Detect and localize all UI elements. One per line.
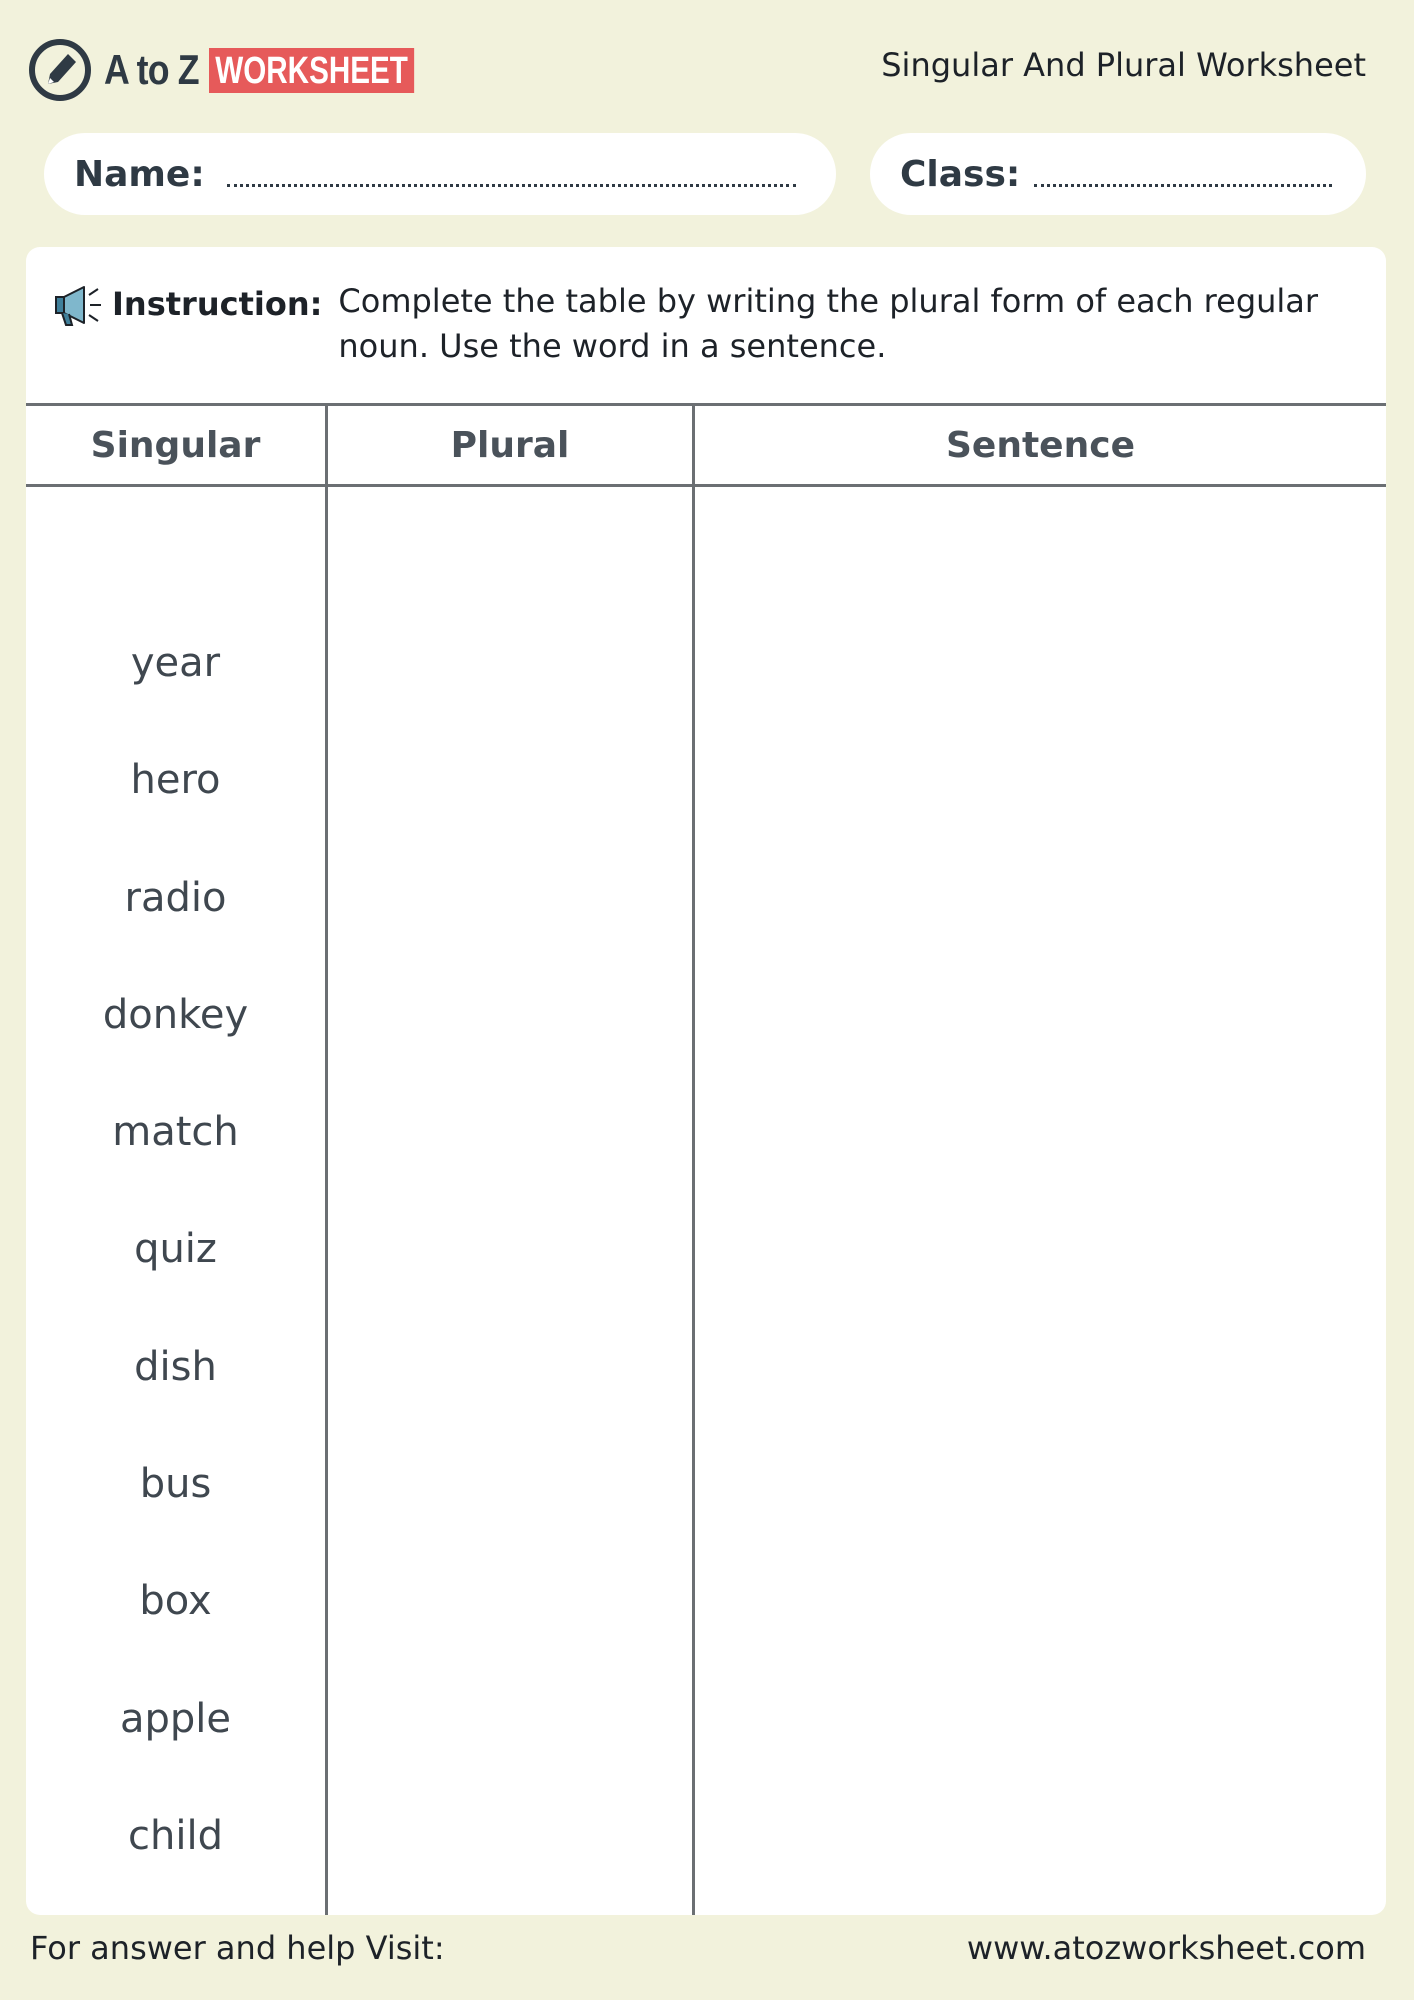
singular-word: [26, 1895, 327, 1915]
footer-website-link[interactable]: www.atozworksheet.com: [966, 1929, 1366, 1967]
sentence-answer-cell[interactable]: [694, 1191, 1387, 1308]
pencil-logo-icon: [28, 38, 92, 102]
table-row: [26, 1660, 1386, 1777]
sentence-answer-cell[interactable]: [694, 604, 1387, 721]
singular-word: dish: [134, 1343, 217, 1390]
instruction-block: [54, 283, 1364, 369]
singular-word: quiz: [134, 1226, 217, 1273]
instruction-label: Instruction:: [112, 285, 323, 323]
singular-word: match: [112, 1109, 239, 1156]
table-row: [26, 1425, 1386, 1542]
header-sentence: Sentence: [694, 405, 1387, 486]
singular-plural-table: [26, 403, 1386, 1915]
class-label: Class:: [900, 153, 1021, 195]
logo-text: A to Z: [104, 46, 199, 93]
sentence-answer-cell[interactable]: [694, 1543, 1387, 1660]
logo-badge: WORKSHEET: [209, 48, 414, 93]
singular-word: donkey: [102, 991, 249, 1038]
plural-answer-cell[interactable]: [327, 1543, 694, 1660]
plural-answer-cell[interactable]: [327, 1073, 694, 1190]
singular-word: bus: [139, 1461, 212, 1508]
name-label: Name:: [74, 153, 205, 195]
plural-answer-cell[interactable]: [327, 1191, 694, 1308]
table-header-row: [26, 405, 1386, 486]
name-field[interactable]: [44, 133, 836, 215]
singular-word: apple: [119, 1695, 231, 1742]
header-plural: Plural: [327, 405, 694, 486]
sentence-answer-cell[interactable]: [694, 1425, 1387, 1542]
name-dotted-line[interactable]: [227, 184, 796, 187]
table-row: [26, 1308, 1386, 1425]
class-field[interactable]: [870, 133, 1366, 215]
table-row: [26, 1895, 1386, 1915]
class-dotted-line[interactable]: [1034, 184, 1332, 187]
header-singular: Singular: [26, 405, 327, 486]
table-row: [26, 1543, 1386, 1660]
sentence-answer-cell[interactable]: [694, 956, 1387, 1073]
page-header: [0, 0, 1414, 130]
table-row: [26, 839, 1386, 956]
footer-help-text: For answer and help Visit:: [30, 1929, 445, 1967]
table-row: [26, 604, 1386, 721]
sentence-answer-cell[interactable]: [694, 722, 1387, 839]
sentence-answer-cell[interactable]: [694, 839, 1387, 956]
sentence-answer-cell[interactable]: [694, 1073, 1387, 1190]
plural-answer-cell[interactable]: [327, 1777, 694, 1894]
table-row: [26, 1073, 1386, 1190]
sentence-answer-cell[interactable]: [694, 1777, 1387, 1894]
table-row: [26, 1777, 1386, 1894]
brand-logo: [28, 38, 472, 102]
plural-answer-cell[interactable]: [327, 1660, 694, 1777]
table-row: [26, 722, 1386, 839]
sentence-answer-cell[interactable]: [694, 1660, 1387, 1777]
worksheet-card: [26, 247, 1386, 1915]
plural-answer-cell[interactable]: [327, 1895, 694, 1915]
singular-word: box: [139, 1578, 212, 1625]
instruction-text: Complete the table by writing the plural form of each regular noun. Use the word in a sentence.: [338, 282, 1319, 365]
page-footer: [0, 1925, 1414, 1975]
sentence-answer-cell[interactable]: [694, 1308, 1387, 1425]
plural-answer-cell[interactable]: [327, 839, 694, 956]
megaphone-icon: [54, 283, 104, 329]
plural-answer-cell[interactable]: [327, 1425, 694, 1542]
table-row: [26, 956, 1386, 1073]
singular-word: child: [128, 1812, 223, 1859]
plural-answer-cell[interactable]: [327, 1308, 694, 1425]
plural-answer-cell[interactable]: [327, 604, 694, 721]
singular-word: hero: [130, 757, 221, 804]
singular-word: year: [130, 639, 221, 686]
sentence-answer-cell[interactable]: [694, 1895, 1387, 1915]
table-row: [26, 1191, 1386, 1308]
worksheet-title: Singular And Plural Worksheet: [881, 46, 1366, 84]
singular-word: radio: [124, 874, 227, 921]
plural-answer-cell[interactable]: [327, 722, 694, 839]
table-spacer: [26, 486, 1386, 605]
plural-answer-cell[interactable]: [327, 956, 694, 1073]
